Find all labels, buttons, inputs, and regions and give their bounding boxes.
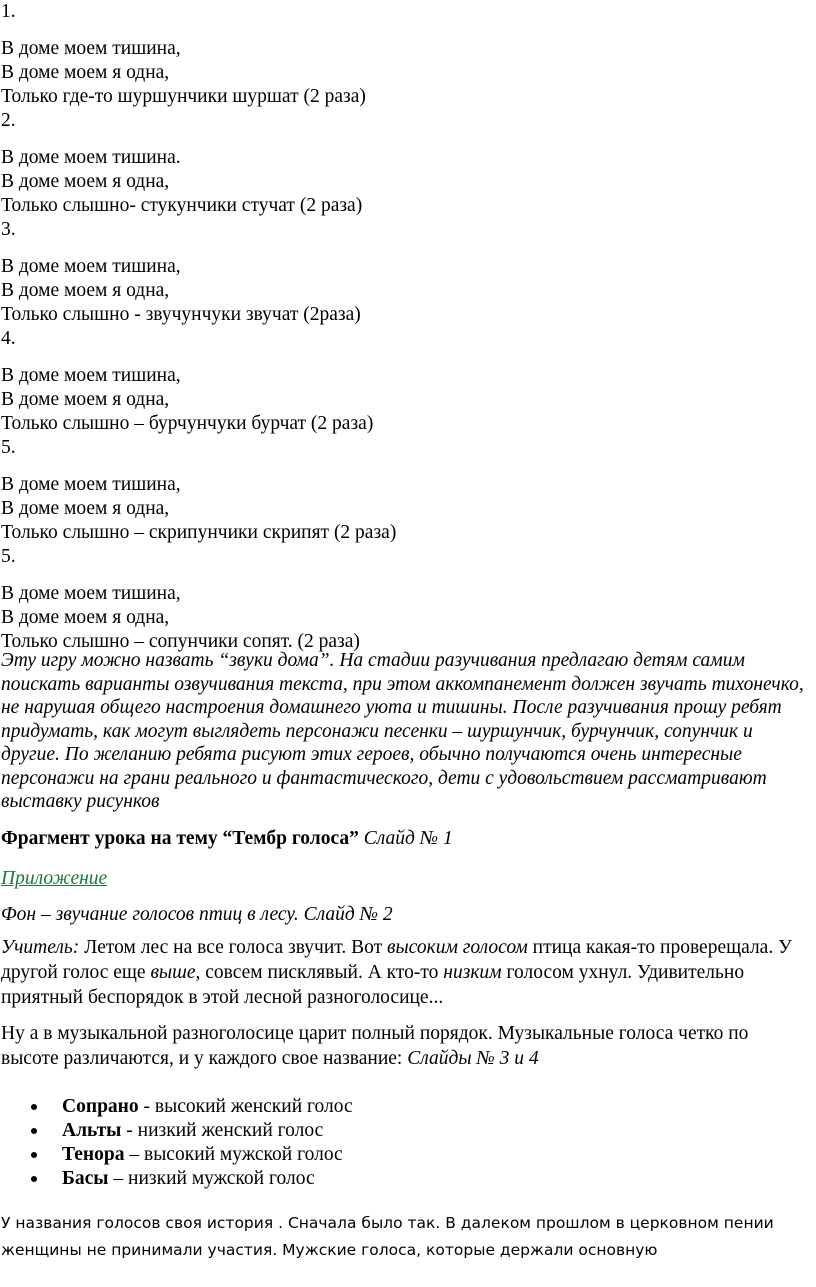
verse-line: Только слышно - звучунчуки звучат (2раза) <box>1 304 361 325</box>
harmony-slides: Слайды № 3 и 4 <box>407 1048 539 1069</box>
teacher-emphasis: низким <box>443 962 502 983</box>
appendix-line <box>1 866 809 891</box>
verse-line: В доме моем тишина, <box>1 583 181 604</box>
verse-line: В доме моем я одна, <box>1 607 170 628</box>
bullet-icon <box>31 1152 37 1158</box>
list-item <box>0 1119 353 1143</box>
verse-line: В доме моем тишина, <box>1 365 181 386</box>
bullet-icon <box>31 1104 37 1110</box>
verse-number: 3. <box>1 219 16 240</box>
verse-line: Только где-то шуршунчики шуршат (2 раза) <box>1 86 366 107</box>
teacher-emphasis: выше <box>150 962 196 983</box>
voice-description: - низкий женский голос <box>121 1120 324 1141</box>
voice-name: Альты <box>62 1120 122 1141</box>
verse-line: Только слышно- стукунчики стучат (2 раза) <box>1 195 363 216</box>
verse-number: 1. <box>1 1 16 22</box>
bullet-icon <box>31 1128 37 1134</box>
verse-line: В доме моем тишина, <box>1 256 181 277</box>
list-item <box>0 1095 353 1119</box>
verse-line: В доме моем тишина, <box>1 38 181 59</box>
verse-line: В доме моем я одна, <box>1 389 170 410</box>
voice-description: - высокий женский голос <box>138 1096 353 1117</box>
lesson-title-bold: Фрагмент урока на тему “Тембр голоса” <box>1 828 359 849</box>
verse-line: В доме моем тишина, <box>1 474 181 495</box>
voice-description: – низкий мужской голос <box>108 1168 315 1189</box>
verse-line: В доме моем я одна, <box>1 171 170 192</box>
verse-line: В доме моем я одна, <box>1 62 170 83</box>
teacher-text: Летом лес на все голоса звучит. Вот <box>79 937 387 958</box>
voice-name: Басы <box>62 1168 109 1189</box>
voice-name: Сопрано <box>62 1096 139 1117</box>
harmony-text: Ну а в музыкальной разноголосице царит полный порядок. Музыкальные голоса четко по высоте различаются, и у каждого свое название: <box>1 1023 749 1069</box>
verse-line: Только слышно – бурчунчуки бурчат (2 раза) <box>1 413 374 434</box>
teacher-text: птица какая-то проверещала. У другой голос еще <box>1 937 792 983</box>
lesson-title-slide: Слайд № 1 <box>358 828 453 849</box>
verse-number: 5. <box>1 437 16 458</box>
appendix-link[interactable]: Приложение <box>1 868 108 889</box>
background-sound-line: Фон – звучание голосов птиц в лесу. Слайд № 2 <box>1 904 393 925</box>
verse-number: 4. <box>1 328 16 349</box>
bullet-icon <box>31 1176 37 1182</box>
verse-line: Только слышно – сопунчики сопят. (2 раза) <box>1 631 360 652</box>
teacher-emphasis: высоким голосом <box>387 937 528 958</box>
harmony-paragraph <box>1 1021 809 1071</box>
teacher-paragraph <box>1 935 809 1010</box>
history-line: У названия голосов своя история . Сначала было так. В далеком прошлом в церковном пении <box>1 1214 774 1232</box>
voice-description: – высокий мужской голос <box>124 1144 343 1165</box>
list-item <box>0 1143 353 1167</box>
verse-number: 2. <box>1 110 16 131</box>
verse-line: В доме моем тишина. <box>1 147 181 168</box>
lesson-title <box>1 826 809 851</box>
teacher-text: голосом ухнул. Удивительно приятный беспорядок в этой лесной разноголосице... <box>1 962 745 1008</box>
game-description-paragraph: Эту игру можно назвать “звуки дома”. На стадии разучивания предлагаю детям самим поискать варианты озвучивания текста, при этом аккомпанемент должен звучать тихонечко, не нарушая общего настроения домашнего уюта и тишины. После разучивания прошу ребят придумать, как могут выглядеть персонажи песенки – шуршунчик, бурчунчик, сопунчик и другие. По желанию ребята рисуют этих героев, обычно получаются очень интересные персонажи на грани реального и фантастического, дети с удовольствием рассматривают выставку рисунков <box>1 650 804 812</box>
verse-line: В доме моем я одна, <box>1 280 170 301</box>
voice-name: Тенора <box>62 1144 125 1165</box>
history-line: женщины не принимали участия. Мужские голоса, которые держали основную <box>1 1241 658 1259</box>
verse-line: Только слышно – скрипунчики скрипят (2 раза) <box>1 522 397 543</box>
teacher-label: Учитель: <box>1 937 80 958</box>
teacher-text: , совсем писклявый. А кто-то <box>195 962 444 983</box>
list-item <box>0 1167 353 1191</box>
verse-number: 5. <box>1 546 16 567</box>
verse-line: В доме моем я одна, <box>1 498 170 519</box>
voices-list <box>0 1095 353 1191</box>
